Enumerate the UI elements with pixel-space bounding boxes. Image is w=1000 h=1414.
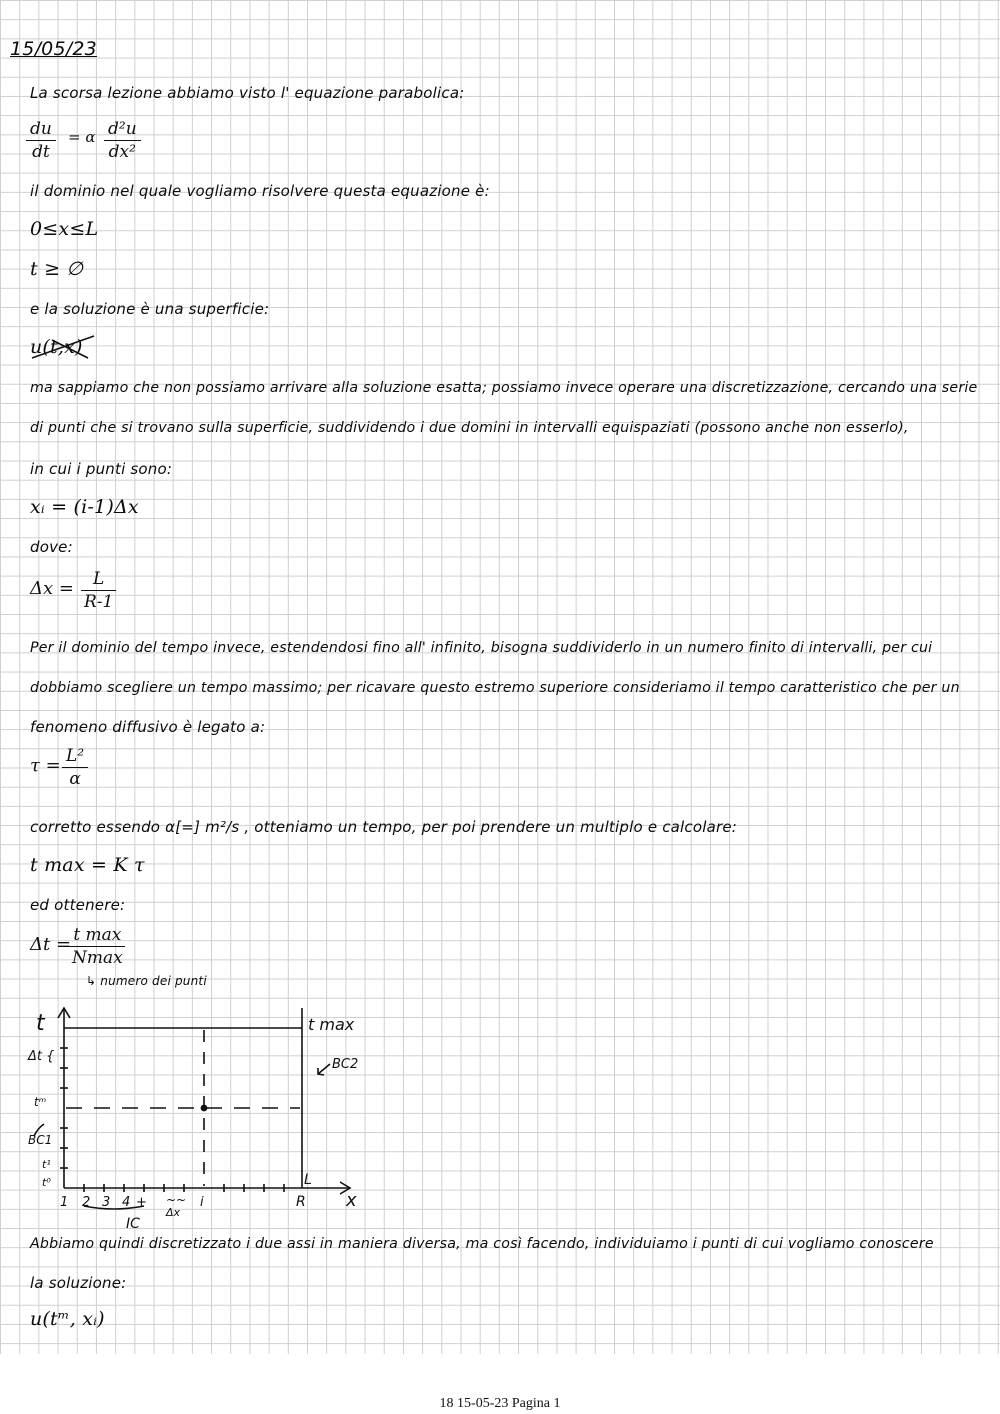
tau-lhs: τ = (30, 755, 61, 776)
page-footer: 18 15-05-23 Pagina 1 (439, 1396, 561, 1411)
strike-mark (28, 332, 100, 362)
discretization-diagram (20, 1000, 380, 1236)
dx-den: R-1 (84, 592, 114, 612)
bc1-label: BC1 (28, 1133, 53, 1147)
l-label: L (304, 1172, 312, 1188)
tau-num: L² (62, 746, 88, 768)
x-axis-label: x (346, 1190, 357, 1211)
tick-3: 3 (102, 1195, 111, 1210)
tick-plus: + (136, 1195, 147, 1210)
xi-formula: xᵢ = (i-1)Δx (30, 496, 139, 518)
bc2-label: BC2 (332, 1057, 359, 1072)
pde-rhs-num: d²u (104, 119, 141, 141)
pde-lhs-num: du (26, 119, 56, 141)
text-line: e la soluzione è una superficie: (30, 300, 270, 318)
tick-dx-squiggle: ~~ (166, 1193, 187, 1207)
domain-x: 0≤x≤L (30, 218, 99, 240)
dt-num: t max (69, 925, 125, 947)
pde-rhs-fraction (104, 119, 141, 162)
text-line: corretto essendo α[=] m²/s , otteniamo un tempo, per poi prendere un multiplo e calcolare: (30, 818, 738, 836)
pde-lhs-den: dt (32, 142, 50, 162)
pde-lhs-fraction (26, 119, 56, 162)
tick-i: i (200, 1195, 204, 1210)
text-line: dove: (30, 538, 73, 556)
solution-u: u(t,x) (30, 336, 83, 358)
tick-1: 1 (60, 1195, 69, 1210)
text-line: La scorsa lezione abbiamo visto l' equazione parabolica: (30, 84, 465, 102)
tau-den: α (69, 769, 81, 789)
dx-num: L (81, 569, 116, 591)
number-of-points-note: ↳ numero dei punti (86, 974, 207, 988)
ic-label: IC (126, 1216, 140, 1232)
t-axis-label: t (36, 1011, 45, 1036)
text-line: dobbiamo scegliere un tempo massimo; per ricavare questo estremo superiore consideriamo il tempo caratteristico che per un (30, 680, 960, 696)
grid-point-marker (201, 1105, 208, 1112)
pde-equals-alpha: = α (68, 128, 96, 146)
tick-2: 2 (82, 1195, 91, 1210)
solution-points: u(tᵐ, xᵢ) (30, 1308, 105, 1330)
tm-label: tᵐ (34, 1095, 47, 1109)
dx-label: Δx (166, 1206, 181, 1219)
text-line: Abbiamo quindi discretizzato i due assi in maniera diversa, ma così facendo, individuiamo i punti di cui vogliamo conoscere (30, 1236, 934, 1252)
text-line: fenomeno diffusivo è legato a: (30, 718, 266, 736)
tmax-formula: t max = K τ (30, 854, 145, 876)
t0-label: t⁰ (42, 1176, 51, 1189)
ic-brace (84, 1206, 144, 1209)
tmax-label: t max (308, 1015, 355, 1034)
tick-4: 4 (122, 1195, 131, 1210)
tau-fraction (62, 746, 88, 789)
text-line: Per il dominio del tempo invece, estendendosi fino all' infinito, bisogna suddividerlo in un numero finito di intervalli, per cui (30, 640, 933, 656)
dt-lhs: Δt = (30, 934, 72, 955)
t1-label: t¹ (42, 1158, 51, 1171)
bc2-arrow (318, 1064, 330, 1074)
text-line: di punti che si trovano sulla superficie, suddividendo i due domini in intervalli equispaziati (possono anche non esserlo), (30, 420, 909, 436)
dx-lhs: Δx = (30, 578, 74, 599)
dx-fraction (80, 569, 117, 612)
text-line: ma sappiamo che non possiamo arrivare alla soluzione esatta; possiamo invece operare una discretizzazione, cercando una serie (30, 380, 978, 396)
text-line: in cui i punti sono: (30, 460, 173, 478)
text-line: il dominio nel quale vogliamo risolvere questa equazione è: (30, 182, 490, 200)
text-line: la soluzione: (30, 1274, 127, 1292)
note-date: 15/05/23 (10, 38, 97, 60)
text-line: ed ottenere: (30, 896, 126, 914)
domain-t: t ≥ ∅ (30, 258, 84, 280)
dt-brace-label: Δt { (28, 1049, 55, 1064)
dt-den: Nmax (72, 948, 123, 968)
pde-rhs-den: dx² (108, 142, 136, 162)
dt-fraction (68, 925, 127, 968)
tick-r: R (296, 1194, 306, 1210)
